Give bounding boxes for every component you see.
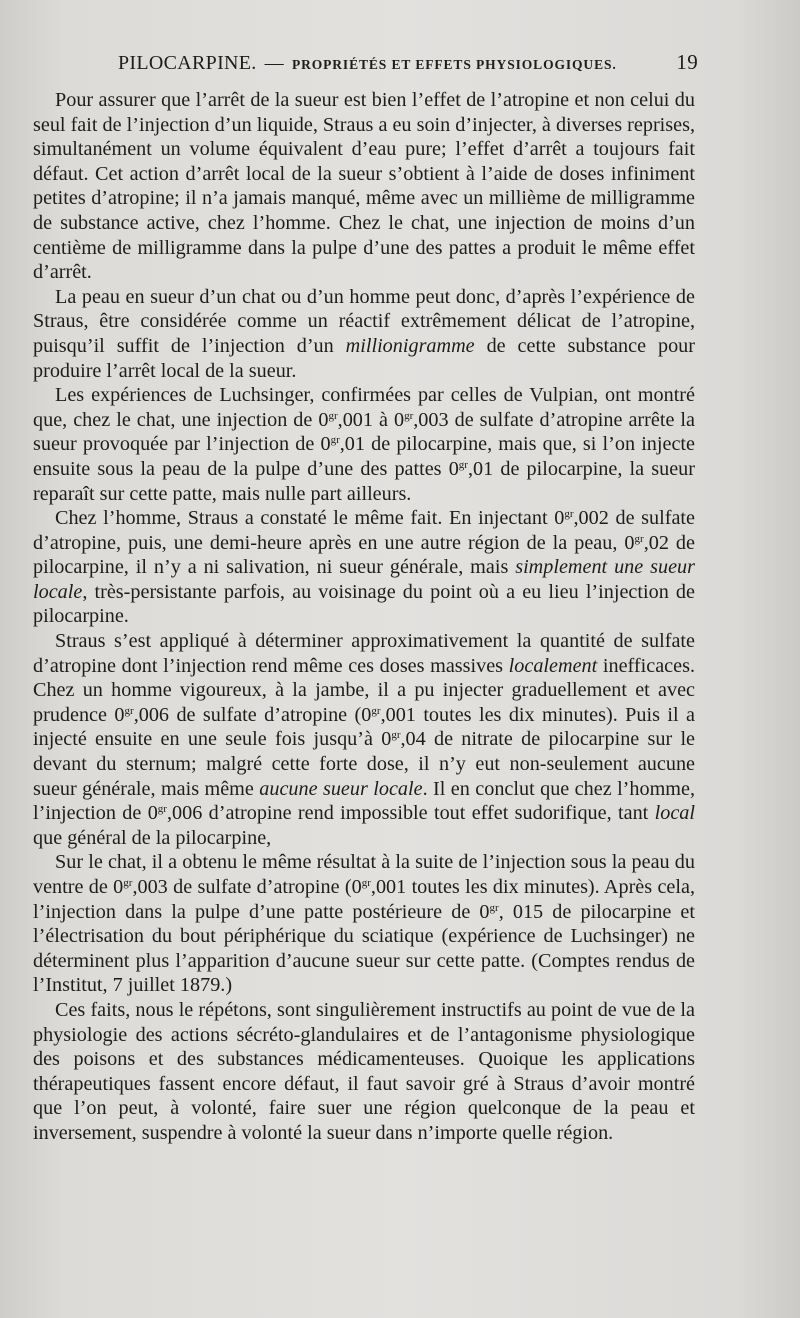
running-subtitle: PROPRIÉTÉS ET EFFETS PHYSIOLOGIQUES. (291, 57, 617, 72)
emphasis: aucune sueur locale (259, 777, 423, 800)
paragraph-1: Pour assurer que l’arrêt de la sueur est bien l’effet de l’atropine et non celui du seul fait de l’injection d’un liquide, Straus a eu soin d’injecter, à diverses reprises, simultanément un volume équivalent d’eau pure; l’effet d’arrêt a toujours fait défaut. Cet action d’arrêt local de la sueur s’obtient à l’aide de doses infiniment petites d’atropine; il n’a jamais manqué, même avec un millième de milligramme de substance active, chez l’homme. Chez le chat, une injection de moins d’un centième de milligramme dans la pulpe d’une des pattes a produit le même effet d’arrêt. (33, 89, 695, 284)
paragraph-6: Sur le chat, il a obtenu le même résultat à la suite de l’injection sous la peau du ventre de $0^{gr},003$ de sulfate d’atropine ($0^{gr},001$ toutes les dix minutes). Après cela, l’injection dans la pulpe d’une patte postérieure de $0^{gr}$, 015 de pilocarpine et l’électrisation du bout périphérique du sciatique (expérience de Luchsinger) ne déterminent plus l’apparition d’aucune sueur sur cette patte. (Comptes rendus de l’Institut, 7 juillet 1879.) (33, 851, 695, 997)
paragraph-4: Chez l’homme, Straus a constaté le même fait. En injectant $0^{gr},002$ de sulfate d’atropine, puis, une demi-heure après en une autre région de la peau, $0^{gr},02$ de pilocarpine, il n’y a ni salivation, ni sueur générale, mais simplement une sueur locale, très-persistante parfois, au voisinage du point où a eu lieu l’injection de pilocarpine. (33, 507, 695, 628)
running-title: PILOCARPINE. (118, 52, 257, 74)
paragraph-7: Ces faits, nous le répétons, sont singulièrement instructifs au point de vue de la physiologie des actions sécréto-glandulaires et de l’antagonisme physiologique des poisons et des substances médicamenteuses. Quoique les applications thérapeutiques fassent encore défaut, il faut savoir gré à Straus d’avoir montré que l’on peut, à volonté, faire suer une région quelconque de la peau et inversement, suspendre à volonté la sueur dans n’importe quelle région. (33, 998, 695, 1144)
paragraph-5: Straus s’est appliqué à déterminer approximativement la quantité de sulfate d’atropine dont l’injection rend même ces doses massives localement inefficaces. Chez un homme vigoureux, à la jambe, il a pu injecter graduellement et avec prudence $0^{gr},006$ de sulfate d’atropine ($0^{gr},001$ toutes les dix minutes). Puis il a injecté ensuite en une seule fois jusqu’à $0^{gr},04$ de nitrate de pilocarpine sur le devant du sternum; malgré cette forte dose, il n’y eut non-seulement aucune sueur générale, mais même aucune sueur locale. Il en conclut que chez l’homme, l’injection de $0^{gr},006$ d’atropine rend impossible tout effet sudorifique, tant local que général de la pilocarpine, (33, 630, 696, 849)
header-dash: — (264, 53, 284, 74)
paragraph-2: La peau en sueur d’un chat ou d’un homme peut donc, d’après l’expérience de Straus, être considérée comme un réactif extrêmement délicat de l’atropine, puisqu’il suffit de l’injection d’un millionigramme de cette substance pour produire l’arrêt local de la sueur. (33, 285, 695, 382)
page-number: 19 (676, 50, 698, 74)
emphasis: simplement une sueur locale (33, 556, 695, 603)
emphasis: local (654, 802, 695, 825)
emphasis: localement (508, 654, 598, 677)
body-text (33, 88, 695, 1146)
emphasis: millionigramme (345, 334, 475, 357)
running-header (118, 50, 698, 74)
paragraph-3: Les expériences de Luchsinger, confirmées par celles de Vulpian, ont montré que, chez le chat, une injection de $0^{gr},001$ à $0^{gr},003$ de sulfate d’atropine arrête la sueur provoquée par l’injection de $0^{gr},01$ de pilocarpine, mais que, si l’on injecte ensuite sous la peau de la pulpe d’une des pattes $0^{gr},01$ de pilocarpine, la sueur reparaît sur cette patte, mais nulle part ailleurs. (33, 384, 696, 505)
